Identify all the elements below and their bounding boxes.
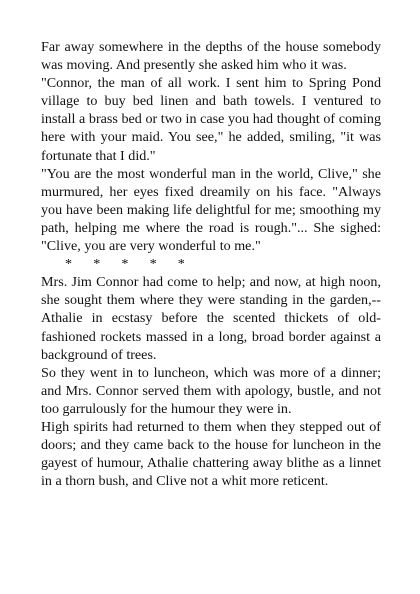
book-page — [41, 38, 381, 490]
paragraph-4: Mrs. Jim Connor had come to help; and now, at high noon, she sought them where they were standing in the garden,--Athalie in ecstasy before the scented thickets of old-fashioned rockets massed in a long, broad border against a background of trees. — [41, 274, 381, 363]
paragraph-6: High spirits had returned to them when they stepped out of doors; and they came back to the house for luncheon in the gayest of humour, Athalie chattering away blithe as a linnet in a thorn bush, and Clive not a whit more reticent. — [41, 418, 381, 490]
section-break: * * * * * — [65, 256, 185, 273]
paragraph-2: "Connor, the man of all work. I sent him to Spring Pond village to buy bed linen and bath towels. I ventured to install a brass bed or two in case you had thought of coming here with your maid. You see," he added, smiling, "it was fortunate that I did." — [41, 75, 381, 164]
paragraph-5: So they went in to luncheon, which was more of a dinner; and Mrs. Connor served them with apology, bustle, and not too garrulously for the humour they were in. — [41, 364, 381, 417]
paragraph-1: Far away somewhere in the depths of the house somebody was moving. And presently she asked him who it was. — [41, 39, 381, 74]
paragraph-3: "You are the most wonderful man in the world, Clive," she murmured, her eyes fixed dreamily on his face. "Always you have been making life delightful for me; smoothing my path, helping me where the road is rough."... She sighed: "Clive, you are very wonderful to me." — [41, 165, 381, 255]
